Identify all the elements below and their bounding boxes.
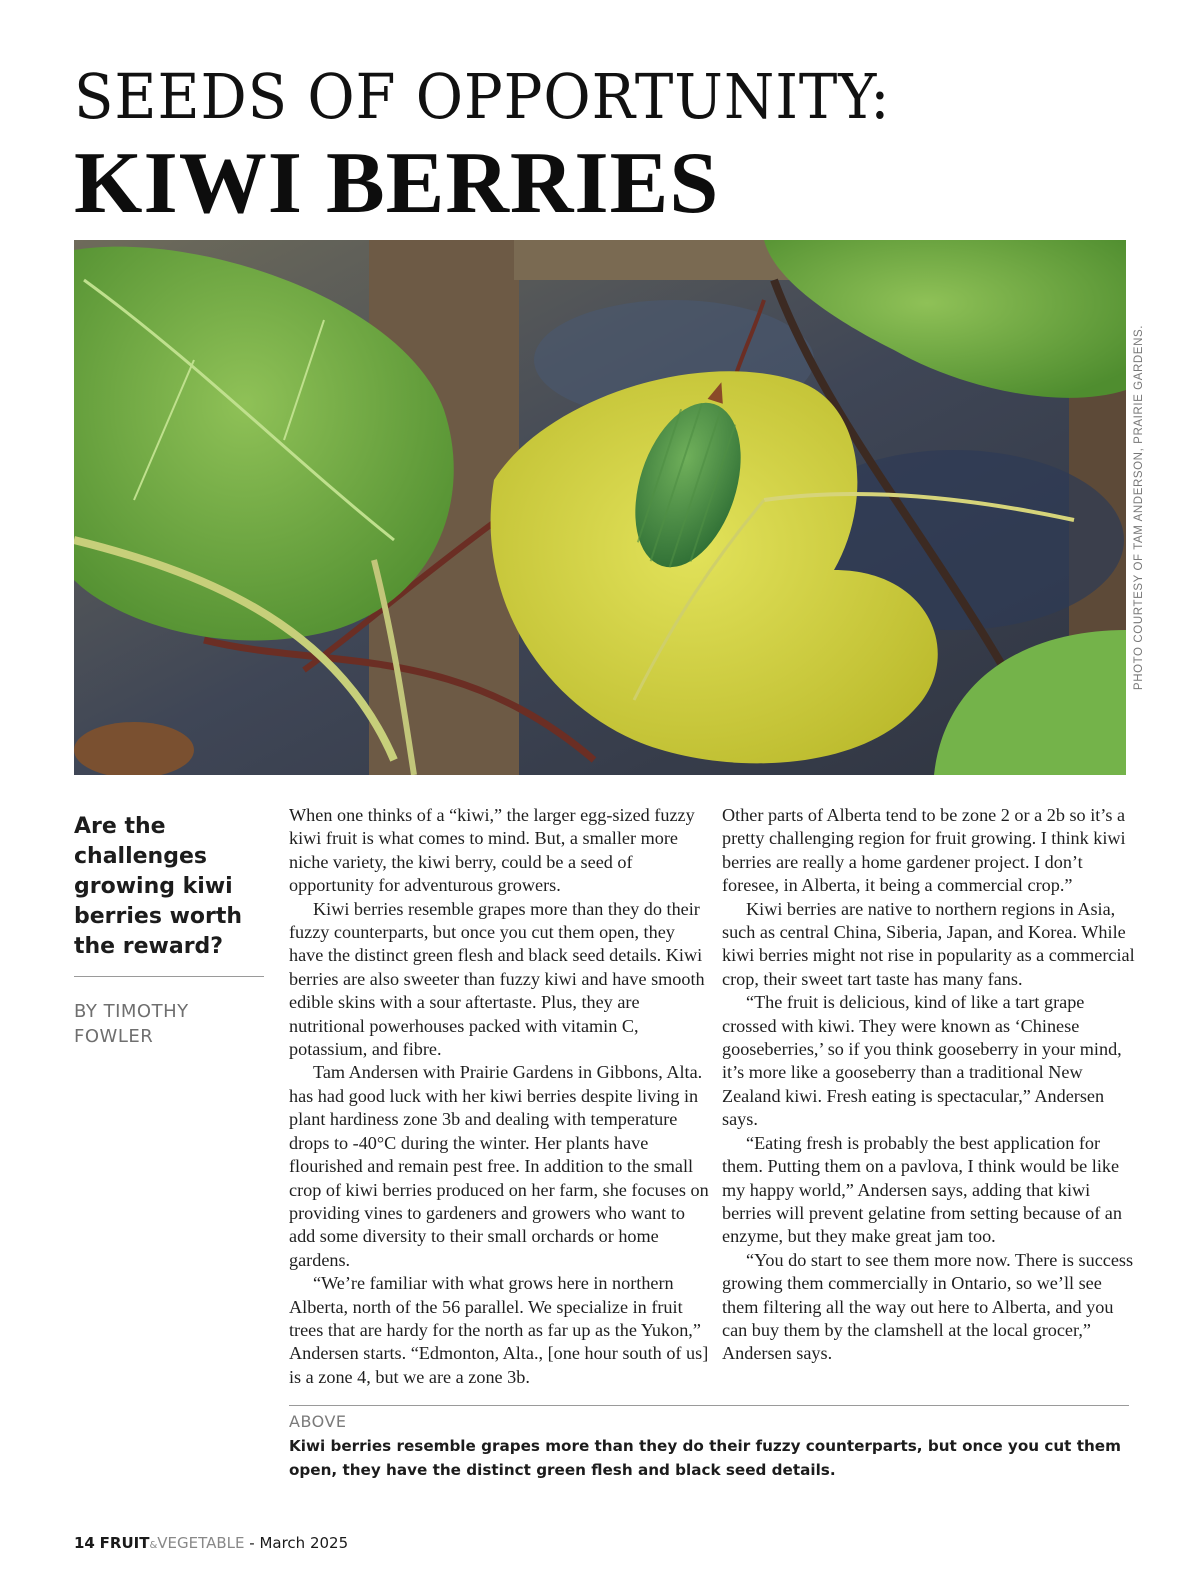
- paragraph: “The fruit is delicious, kind of like a tart grape crossed with kiwi. They were known as ‘Chinese gooseberries,’ so if you think gooseberry in your mind, it’s more like a gooseberry than a traditional New Zealand kiwi. Fresh eating is spectacular,” Andersen says.: [722, 992, 1122, 1130]
- article-column-1: [289, 804, 709, 1389]
- kicker-title: SEEDS OF OPPORTUNITY:: [74, 60, 891, 133]
- paragraph: Tam Andersen with Prairie Gardens in Gibbons, Alta. has had good luck with her kiwi berries despite living in plant hardiness zone 3b and dealing with temperature drops to -40°C during the winter. Her plants have flourished and remain pest free. In addition to the small crop of kiwi berries produced on her farm, she focuses on providing vines to gardeners and growers who want to add some diversity to their small orchards or home gardens.: [289, 1062, 709, 1270]
- byline: BY TIMOTHY FOWLER: [74, 1001, 189, 1047]
- page-title: KIWI BERRIES: [74, 135, 720, 232]
- magazine-name-fruit: FRUIT: [99, 1534, 150, 1552]
- article-deck: Are the challenges growing kiwi berries worth the reward?: [74, 814, 243, 959]
- paragraph: “We’re familiar with what grows here in northern Alberta, north of the 56 parallel. We specialize in fruit trees that are hardy for the north as far up as the Yukon,” Andersen starts. “Edmonton, Alta., [one hour south of us] is a zone 4, but we are a zone 3b.: [289, 1273, 709, 1387]
- magazine-name-vegetable: VEGETABLE: [157, 1534, 245, 1552]
- paragraph: When one thinks of a “kiwi,” the larger egg-sized fuzzy kiwi fruit is what comes to mind. But, a smaller more niche variety, the kiwi berry, could be a seed of opportunity for adventurous growers.: [289, 805, 695, 896]
- caption-divider: [289, 1405, 1129, 1406]
- paragraph: “You do start to see them more now. There is success growing them commercially in Ontario, so we’ll see them filtering all the way out here to Alberta, and you can buy them by the clamshell at the local grocer,” Andersen says.: [722, 1249, 1134, 1364]
- caption-label: ABOVE: [289, 1412, 347, 1431]
- deck-divider: [74, 976, 264, 977]
- issue-date: - March 2025: [249, 1534, 349, 1552]
- paragraph: Kiwi berries are native to northern regions in Asia, such as central China, Siberia, Japan, and Korea. While kiwi berries might not rise in popularity as a commercial crop, their sweet tart taste has many fans.: [722, 898, 1135, 989]
- page-number: 14: [74, 1534, 95, 1552]
- photo-caption: Kiwi berries resemble grapes more than they do their fuzzy counterparts, but once you cut them open, they have the distinct green flesh and black seed details.: [289, 1437, 1121, 1479]
- paragraph: “Eating fresh is probably the best application for them. Putting them on a pavlova, I think would be like my happy world,” Andersen says, adding that kiwi berries will prevent gelatine from setting because of an enzyme, but they make great jam too.: [722, 1132, 1122, 1247]
- page-footer: [74, 1534, 348, 1552]
- kiwi-berry-photo: [74, 240, 1126, 775]
- magazine-ampersand: &: [149, 1540, 158, 1551]
- photo-credit: PHOTO COURTESY OF TAM ANDERSON, PRAIRIE GARDENS.: [1133, 324, 1145, 691]
- paragraph: Other parts of Alberta tend to be zone 2 or a 2b so it’s a pretty challenging region for fruit growing. I think kiwi berries are really a home gardener project. I don’t foresee, in Alberta, it being a commercial crop.”: [722, 805, 1126, 896]
- article-column-2: [722, 804, 1142, 1366]
- paragraph: Kiwi berries resemble grapes more than they do their fuzzy counterparts, but once you cut them open, they have the distinct green flesh and black seed details. Kiwi berries are also sweeter than fuzzy kiwi and have smooth edible skins with a sour aftertaste. Plus, they are nutritional powerhouses packed with vitamin C, potassium, and fibre.: [289, 898, 705, 1060]
